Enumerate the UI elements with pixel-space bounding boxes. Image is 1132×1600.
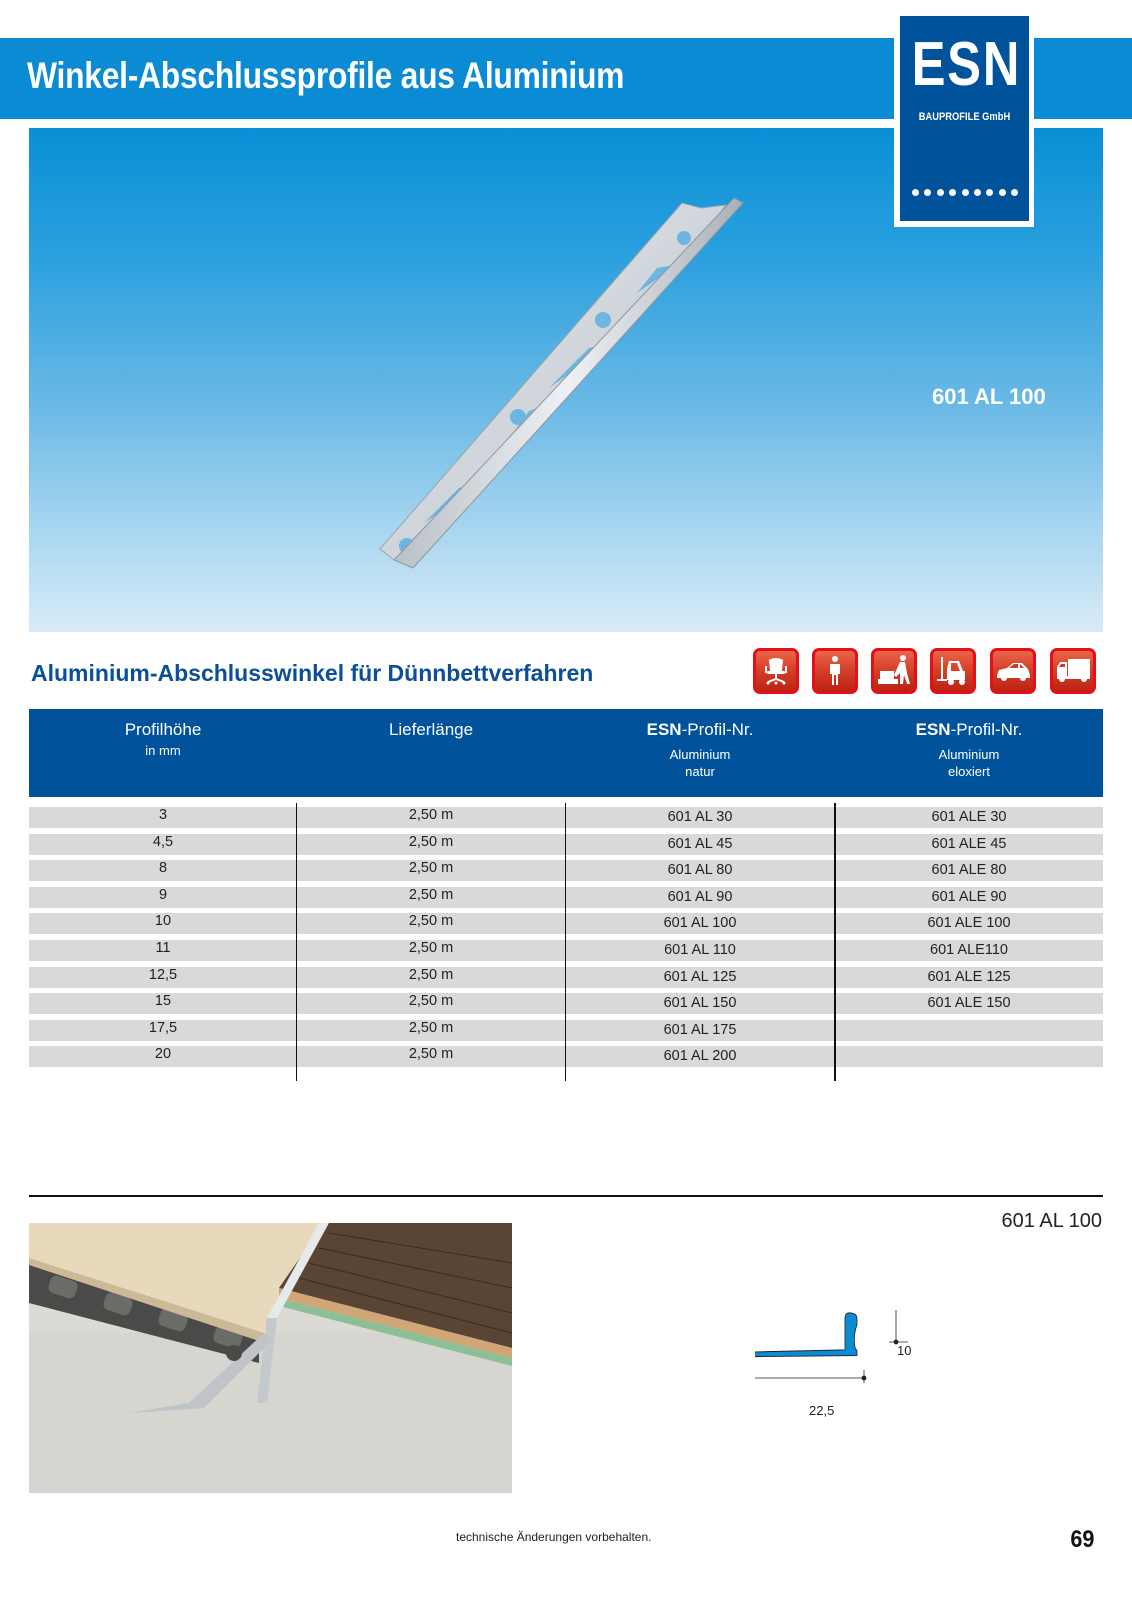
table-cell: 601 AL 100 (663, 915, 737, 932)
logo-dot (937, 189, 944, 196)
profile-cross-section-drawing (755, 1310, 955, 1430)
table-cell: 601 AL 175 (663, 1021, 737, 1038)
footer-note: technische Änderungen vorbehalten. (456, 1530, 652, 1544)
header-bold: ESN (646, 720, 682, 739)
table-cell: 2,50 m (408, 1019, 454, 1036)
table-cell: 601 ALE 80 (931, 862, 1007, 879)
dimension-height: 10 (897, 1343, 912, 1358)
table-cell: 3 (158, 807, 168, 823)
table-cell: 20 (154, 1046, 172, 1063)
table-cell: 2,50 m (408, 940, 454, 956)
table-cell: 601 AL 150 (663, 995, 737, 1012)
table-cell: 601 ALE 150 (927, 995, 1011, 1012)
table-row (29, 1020, 1103, 1041)
table-cell: 9 (158, 886, 168, 903)
header-label: -Profil-Nr. (681, 720, 754, 739)
car-icon (990, 648, 1036, 694)
logo-name: ESN (911, 30, 1022, 99)
table-row (29, 913, 1103, 934)
header-bold: ESN (915, 720, 951, 739)
esn-logo (900, 16, 1029, 221)
table-cell: 2,50 m (408, 833, 454, 850)
office-chair-icon (753, 648, 799, 694)
table-cell: 601 AL 200 (663, 1048, 737, 1065)
table-cell: 2,50 m (408, 860, 454, 877)
page-title: Winkel-Abschlussprofile aus Aluminium (27, 55, 625, 96)
table-cell: 601 ALE 125 (927, 968, 1011, 985)
table-header (29, 709, 1103, 797)
table-cell: 601 AL 30 (667, 809, 733, 825)
logo-dot (912, 189, 919, 196)
table-cell: 17,5 (148, 1019, 178, 1036)
table-cell: 2,50 m (408, 807, 454, 823)
table-row (29, 1046, 1103, 1067)
table-cell: 10 (154, 913, 172, 930)
table-cell: 601 ALE110 (930, 942, 1008, 958)
table-cell: 2,50 m (408, 913, 454, 930)
logo-dot (949, 189, 956, 196)
table-cell: 601 ALE 100 (927, 915, 1011, 932)
header-sublabel: in mm (145, 743, 181, 758)
table-cell: 601 ALE 45 (931, 835, 1007, 852)
table-row (29, 887, 1103, 908)
table-cell: 8 (158, 860, 168, 877)
logo-dot (1011, 189, 1018, 196)
table-cell: 601 ALE 90 (931, 888, 1007, 905)
table-cell: 2,50 m (408, 1046, 454, 1063)
logo-dots (912, 189, 1018, 199)
hand-cart-icon (871, 648, 917, 694)
table-cell: 601 AL 90 (667, 888, 733, 905)
forklift-icon (930, 648, 976, 694)
logo-dot (986, 189, 993, 196)
table-cell: 601 AL 125 (663, 968, 737, 985)
section-divider (29, 1195, 1103, 1197)
logo-dot (999, 189, 1006, 196)
table-row (29, 993, 1103, 1014)
table-cell: 2,50 m (408, 966, 454, 983)
table-cell: 601 AL 110 (664, 942, 736, 958)
detail-product-code: 601 AL 100 (1001, 1210, 1102, 1232)
table-cell: 4,5 (152, 833, 174, 850)
column-divider (834, 803, 836, 1081)
table-cell: 601 AL 45 (667, 835, 733, 852)
logo-dot (962, 189, 969, 196)
table-row (29, 807, 1103, 828)
truck-icon (1050, 648, 1096, 694)
header-sublabel: Aluminium natur (669, 747, 731, 779)
column-divider (565, 803, 566, 1081)
header-label: -Profil-Nr. (950, 720, 1023, 739)
hero-product-code: 601 AL 100 (932, 384, 1046, 409)
table-cell: 15 (154, 993, 172, 1010)
table-cell: 2,50 m (408, 886, 454, 903)
table-row (29, 940, 1103, 961)
logo-dot (924, 189, 931, 196)
table-row (29, 834, 1103, 855)
table-cell: 12,5 (148, 966, 178, 983)
header-label: Lieferlänge (388, 720, 474, 739)
dimension-width: 22,5 (809, 1403, 835, 1418)
table-cell: 601 ALE 30 (931, 809, 1007, 825)
logo-subtitle: BAUPROFILE GmbH (918, 111, 1011, 123)
column-divider (296, 803, 297, 1081)
logo-dot (974, 189, 981, 196)
page-number: 69 (1070, 1526, 1095, 1553)
section-title: Aluminium-Abschlusswinkel für Dünnbettverfahren (31, 660, 594, 686)
table-cell: 2,50 m (408, 993, 454, 1010)
header-sublabel: Aluminium eloxiert (938, 747, 1000, 779)
table-cell: 11 (155, 940, 171, 956)
pedestrian-icon (812, 648, 858, 694)
table-cell: 601 AL 80 (667, 862, 733, 879)
header-label: Profilhöhe (124, 720, 202, 739)
installation-photo (29, 1223, 512, 1493)
table-row (29, 860, 1103, 881)
table-row (29, 967, 1103, 988)
